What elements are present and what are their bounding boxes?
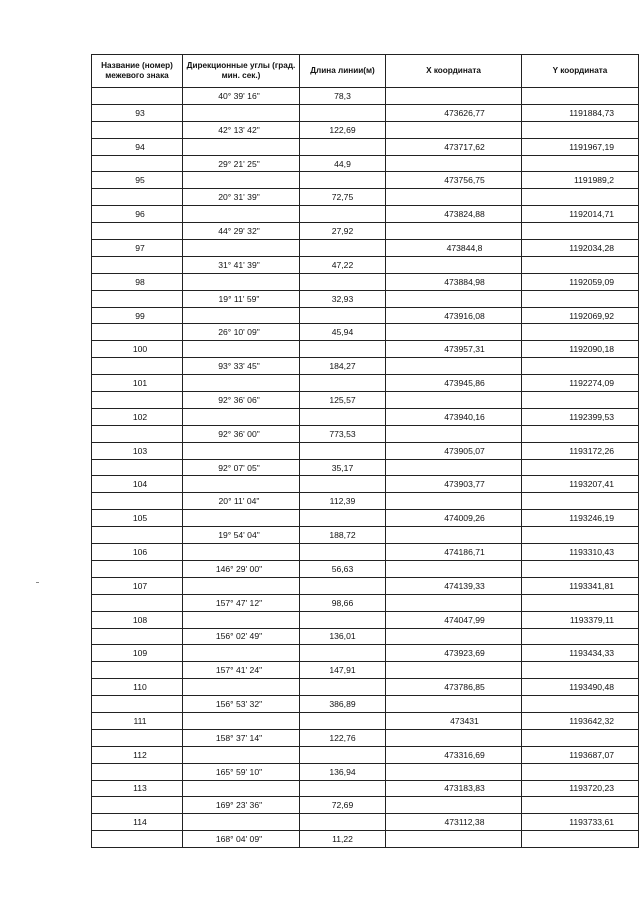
y-coordinate-cell: 1191967,19 (522, 138, 639, 155)
table-row-segment (92, 324, 639, 341)
direction-angle-cell: 40° 39' 16" (183, 88, 300, 105)
line-length-cell: 98,66 (300, 594, 386, 611)
x-coordinate-cell: 473844,8 (386, 240, 522, 257)
x-coordinate-cell: 473316,69 (386, 746, 522, 763)
direction-angle-cell (183, 375, 300, 392)
mark-name-cell (92, 223, 183, 240)
x-coordinate-cell (386, 290, 522, 307)
y-coordinate-cell (522, 290, 639, 307)
x-coordinate-cell (386, 459, 522, 476)
mark-name-cell (92, 392, 183, 409)
y-coordinate-cell (522, 88, 639, 105)
table-row-mark (92, 172, 639, 189)
x-coordinate-cell (386, 797, 522, 814)
table-row-mark (92, 341, 639, 358)
direction-angle-cell: 146° 29' 00" (183, 560, 300, 577)
y-coordinate-cell: 1192069,92 (522, 307, 639, 324)
line-length-cell (300, 104, 386, 121)
direction-angle-cell (183, 307, 300, 324)
table-row-segment (92, 358, 639, 375)
mark-name-cell (92, 628, 183, 645)
y-coordinate-cell (522, 358, 639, 375)
x-coordinate-cell: 474186,71 (386, 544, 522, 561)
table-row-segment (92, 527, 639, 544)
mark-name-cell (92, 88, 183, 105)
mark-name-cell (92, 324, 183, 341)
mark-name-cell: 102 (92, 408, 183, 425)
table-row-segment (92, 763, 639, 780)
x-coordinate-cell: 473717,62 (386, 138, 522, 155)
table-row-segment (92, 189, 639, 206)
y-coordinate-cell (522, 324, 639, 341)
x-coordinate-cell (386, 88, 522, 105)
direction-angle-cell: 19° 11' 59" (183, 290, 300, 307)
line-length-cell (300, 780, 386, 797)
mark-name-cell: 113 (92, 780, 183, 797)
mark-name-cell: 97 (92, 240, 183, 257)
y-coordinate-cell: 1192090,18 (522, 341, 639, 358)
document-page (91, 54, 638, 848)
line-length-cell: 773,53 (300, 425, 386, 442)
direction-angle-cell: 158° 37' 14" (183, 729, 300, 746)
direction-angle-cell (183, 712, 300, 729)
table-row-mark (92, 510, 639, 527)
x-coordinate-cell: 474009,26 (386, 510, 522, 527)
header-y-coordinate: Y координата (522, 55, 639, 88)
y-coordinate-cell: 1192399,53 (522, 408, 639, 425)
table-row-segment (92, 392, 639, 409)
direction-angle-cell (183, 645, 300, 662)
direction-angle-cell: 157° 47' 12" (183, 594, 300, 611)
y-coordinate-cell (522, 763, 639, 780)
line-length-cell (300, 679, 386, 696)
mark-name-cell (92, 763, 183, 780)
x-coordinate-cell: 473903,77 (386, 476, 522, 493)
table-row-mark (92, 307, 639, 324)
mark-name-cell (92, 425, 183, 442)
x-coordinate-cell (386, 392, 522, 409)
table-row-mark (92, 814, 639, 831)
y-coordinate-cell: 1193246,19 (522, 510, 639, 527)
table-row-mark (92, 273, 639, 290)
table-header (92, 55, 639, 88)
y-coordinate-cell: 1193687,07 (522, 746, 639, 763)
direction-angle-cell: 92° 07' 05" (183, 459, 300, 476)
direction-angle-cell (183, 510, 300, 527)
mark-name-cell: 107 (92, 577, 183, 594)
direction-angle-cell: 42° 13' 42" (183, 121, 300, 138)
y-coordinate-cell (522, 189, 639, 206)
mark-name-cell: 105 (92, 510, 183, 527)
header-line-length: Длина линии(м) (300, 55, 386, 88)
table-row-segment (92, 88, 639, 105)
direction-angle-cell: 20° 31' 39" (183, 189, 300, 206)
y-coordinate-cell (522, 729, 639, 746)
line-length-cell: 56,63 (300, 560, 386, 577)
line-length-cell: 136,94 (300, 763, 386, 780)
x-coordinate-cell (386, 223, 522, 240)
mark-name-cell: 106 (92, 544, 183, 561)
header-direction-angle: Дирекционные углы (град. мин. сек.) (183, 55, 300, 88)
y-coordinate-cell: 1193379,11 (522, 611, 639, 628)
table-row-segment (92, 256, 639, 273)
direction-angle-cell (183, 814, 300, 831)
x-coordinate-cell: 473431 (386, 712, 522, 729)
x-coordinate-cell: 474139,33 (386, 577, 522, 594)
line-length-cell (300, 746, 386, 763)
line-length-cell: 125,57 (300, 392, 386, 409)
mark-name-cell (92, 729, 183, 746)
table-row-mark (92, 408, 639, 425)
y-coordinate-cell (522, 392, 639, 409)
y-coordinate-cell: 1192274,09 (522, 375, 639, 392)
mark-name-cell (92, 662, 183, 679)
direction-angle-cell: 165° 59' 10" (183, 763, 300, 780)
direction-angle-cell: 168° 04' 09" (183, 831, 300, 848)
boundary-marks-table (91, 54, 639, 848)
mark-name-cell: 114 (92, 814, 183, 831)
line-length-cell (300, 442, 386, 459)
y-coordinate-cell: 1192014,71 (522, 206, 639, 223)
mark-name-cell: 110 (92, 679, 183, 696)
table-row-segment (92, 662, 639, 679)
y-coordinate-cell: 1193310,43 (522, 544, 639, 561)
direction-angle-cell (183, 240, 300, 257)
direction-angle-cell (183, 780, 300, 797)
mark-name-cell: 104 (92, 476, 183, 493)
x-coordinate-cell: 473957,31 (386, 341, 522, 358)
mark-name-cell (92, 358, 183, 375)
line-length-cell (300, 206, 386, 223)
x-coordinate-cell (386, 425, 522, 442)
direction-angle-cell (183, 442, 300, 459)
mark-name-cell: 103 (92, 442, 183, 459)
mark-name-cell (92, 831, 183, 848)
line-length-cell (300, 408, 386, 425)
table-row-segment (92, 121, 639, 138)
mark-name-cell: 109 (92, 645, 183, 662)
x-coordinate-cell (386, 662, 522, 679)
line-length-cell (300, 544, 386, 561)
y-coordinate-cell: 1193490,48 (522, 679, 639, 696)
table-row-segment (92, 560, 639, 577)
x-coordinate-cell: 474047,99 (386, 611, 522, 628)
table-row-mark (92, 577, 639, 594)
y-coordinate-cell: 1193207,41 (522, 476, 639, 493)
y-coordinate-cell (522, 459, 639, 476)
table-row-mark (92, 746, 639, 763)
direction-angle-cell (183, 138, 300, 155)
line-length-cell: 122,76 (300, 729, 386, 746)
y-coordinate-cell (522, 425, 639, 442)
x-coordinate-cell: 473183,83 (386, 780, 522, 797)
direction-angle-cell (183, 577, 300, 594)
line-length-cell: 147,91 (300, 662, 386, 679)
y-coordinate-cell (522, 628, 639, 645)
direction-angle-cell: 29° 21' 25" (183, 155, 300, 172)
y-coordinate-cell (522, 696, 639, 713)
line-length-cell (300, 611, 386, 628)
x-coordinate-cell: 473945,86 (386, 375, 522, 392)
x-coordinate-cell (386, 594, 522, 611)
line-length-cell (300, 307, 386, 324)
line-length-cell (300, 476, 386, 493)
direction-angle-cell: 26° 10' 09" (183, 324, 300, 341)
mark-name-cell: 94 (92, 138, 183, 155)
table-row-mark (92, 679, 639, 696)
y-coordinate-cell (522, 493, 639, 510)
x-coordinate-cell (386, 527, 522, 544)
x-coordinate-cell (386, 324, 522, 341)
mark-name-cell: 108 (92, 611, 183, 628)
direction-angle-cell: 156° 53' 32" (183, 696, 300, 713)
line-length-cell: 11,22 (300, 831, 386, 848)
line-length-cell: 184,27 (300, 358, 386, 375)
y-coordinate-cell: 1193341,81 (522, 577, 639, 594)
x-coordinate-cell (386, 155, 522, 172)
line-length-cell (300, 341, 386, 358)
table-row-mark (92, 645, 639, 662)
x-coordinate-cell: 473905,07 (386, 442, 522, 459)
y-coordinate-cell: 1193172,26 (522, 442, 639, 459)
direction-angle-cell: 169° 23' 36" (183, 797, 300, 814)
table-row-segment (92, 155, 639, 172)
table-row-segment (92, 797, 639, 814)
x-coordinate-cell (386, 493, 522, 510)
table-row-segment (92, 628, 639, 645)
y-coordinate-cell: 1191884,73 (522, 104, 639, 121)
table-row-mark (92, 375, 639, 392)
table-row-mark (92, 206, 639, 223)
direction-angle-cell (183, 408, 300, 425)
x-coordinate-cell (386, 628, 522, 645)
direction-angle-cell: 157° 41' 24" (183, 662, 300, 679)
y-coordinate-cell (522, 662, 639, 679)
direction-angle-cell (183, 476, 300, 493)
mark-name-cell: 111 (92, 712, 183, 729)
y-coordinate-cell (522, 831, 639, 848)
mark-name-cell (92, 594, 183, 611)
line-length-cell (300, 240, 386, 257)
table-row-mark (92, 476, 639, 493)
line-length-cell: 44,9 (300, 155, 386, 172)
table-row-segment (92, 696, 639, 713)
x-coordinate-cell (386, 696, 522, 713)
direction-angle-cell (183, 104, 300, 121)
x-coordinate-cell (386, 358, 522, 375)
mark-name-cell (92, 493, 183, 510)
x-coordinate-cell (386, 189, 522, 206)
y-coordinate-cell: 1191989,2 (522, 172, 639, 189)
y-coordinate-cell: 1192059,09 (522, 273, 639, 290)
table-row-mark (92, 442, 639, 459)
y-coordinate-cell: 1193720,23 (522, 780, 639, 797)
table-body (92, 88, 639, 848)
mark-name-cell: 93 (92, 104, 183, 121)
x-coordinate-cell: 473923,69 (386, 645, 522, 662)
direction-angle-cell (183, 679, 300, 696)
table-row-segment (92, 425, 639, 442)
table-row-segment (92, 831, 639, 848)
direction-angle-cell: 93° 33' 45" (183, 358, 300, 375)
direction-angle-cell: 156° 02' 49" (183, 628, 300, 645)
direction-angle-cell (183, 611, 300, 628)
line-length-cell (300, 645, 386, 662)
y-coordinate-cell: 1193642,32 (522, 712, 639, 729)
table-row-mark (92, 544, 639, 561)
line-length-cell: 45,94 (300, 324, 386, 341)
x-coordinate-cell: 473786,85 (386, 679, 522, 696)
y-coordinate-cell (522, 594, 639, 611)
table-row-mark (92, 712, 639, 729)
line-length-cell: 78,3 (300, 88, 386, 105)
table-row-mark (92, 240, 639, 257)
direction-angle-cell: 20° 11' 04" (183, 493, 300, 510)
y-coordinate-cell (522, 121, 639, 138)
mark-name-cell (92, 459, 183, 476)
y-coordinate-cell (522, 527, 639, 544)
direction-angle-cell (183, 206, 300, 223)
table-row-segment (92, 493, 639, 510)
x-coordinate-cell (386, 763, 522, 780)
line-length-cell (300, 510, 386, 527)
direction-angle-cell (183, 746, 300, 763)
x-coordinate-cell (386, 560, 522, 577)
line-length-cell: 35,17 (300, 459, 386, 476)
direction-angle-cell: 31° 41' 39" (183, 256, 300, 273)
line-length-cell (300, 273, 386, 290)
mark-name-cell (92, 527, 183, 544)
x-coordinate-cell (386, 121, 522, 138)
direction-angle-cell: 19° 54' 04" (183, 527, 300, 544)
y-coordinate-cell (522, 256, 639, 273)
mark-name-cell (92, 256, 183, 273)
mark-name-cell (92, 121, 183, 138)
mark-name-cell (92, 290, 183, 307)
direction-angle-cell (183, 341, 300, 358)
mark-name-cell: 98 (92, 273, 183, 290)
direction-angle-cell: 92° 36' 00" (183, 425, 300, 442)
table-row-segment (92, 290, 639, 307)
direction-angle-cell (183, 544, 300, 561)
mark-name-cell (92, 189, 183, 206)
mark-name-cell (92, 560, 183, 577)
x-coordinate-cell: 473626,77 (386, 104, 522, 121)
x-coordinate-cell: 473884,98 (386, 273, 522, 290)
mark-name-cell: 95 (92, 172, 183, 189)
line-length-cell (300, 814, 386, 831)
x-coordinate-cell: 473756,75 (386, 172, 522, 189)
y-coordinate-cell: 1193434,33 (522, 645, 639, 662)
line-length-cell (300, 138, 386, 155)
line-length-cell: 136,01 (300, 628, 386, 645)
line-length-cell: 72,69 (300, 797, 386, 814)
x-coordinate-cell: 473940,16 (386, 408, 522, 425)
y-coordinate-cell (522, 560, 639, 577)
y-coordinate-cell (522, 155, 639, 172)
x-coordinate-cell: 473916,08 (386, 307, 522, 324)
line-length-cell (300, 375, 386, 392)
y-coordinate-cell: 1192034,28 (522, 240, 639, 257)
line-length-cell (300, 172, 386, 189)
mark-name-cell: 112 (92, 746, 183, 763)
x-coordinate-cell: 473824,88 (386, 206, 522, 223)
line-length-cell: 72,75 (300, 189, 386, 206)
table-row-segment (92, 459, 639, 476)
line-length-cell: 32,93 (300, 290, 386, 307)
mark-name-cell: 101 (92, 375, 183, 392)
table-row-segment (92, 594, 639, 611)
line-length-cell: 188,72 (300, 527, 386, 544)
table-row-segment (92, 729, 639, 746)
mark-name-cell: 99 (92, 307, 183, 324)
x-coordinate-cell (386, 729, 522, 746)
mark-name-cell (92, 797, 183, 814)
scan-speck (36, 582, 39, 583)
y-coordinate-cell (522, 797, 639, 814)
table-row-mark (92, 104, 639, 121)
table-row-segment (92, 223, 639, 240)
x-coordinate-cell (386, 831, 522, 848)
mark-name-cell: 96 (92, 206, 183, 223)
header-x-coordinate: X координата (386, 55, 522, 88)
direction-angle-cell: 44° 29' 32" (183, 223, 300, 240)
y-coordinate-cell (522, 223, 639, 240)
table-row-mark (92, 780, 639, 797)
y-coordinate-cell: 1193733,61 (522, 814, 639, 831)
mark-name-cell: 100 (92, 341, 183, 358)
direction-angle-cell (183, 172, 300, 189)
line-length-cell (300, 712, 386, 729)
line-length-cell: 122,69 (300, 121, 386, 138)
x-coordinate-cell: 473112,38 (386, 814, 522, 831)
table-row-mark (92, 138, 639, 155)
header-mark-name: Название (номер) межевого знака (92, 55, 183, 88)
x-coordinate-cell (386, 256, 522, 273)
line-length-cell: 47,22 (300, 256, 386, 273)
line-length-cell: 112,39 (300, 493, 386, 510)
mark-name-cell (92, 155, 183, 172)
line-length-cell: 27,92 (300, 223, 386, 240)
direction-angle-cell: 92° 36' 06" (183, 392, 300, 409)
table-row-mark (92, 611, 639, 628)
line-length-cell (300, 577, 386, 594)
direction-angle-cell (183, 273, 300, 290)
mark-name-cell (92, 696, 183, 713)
line-length-cell: 386,89 (300, 696, 386, 713)
